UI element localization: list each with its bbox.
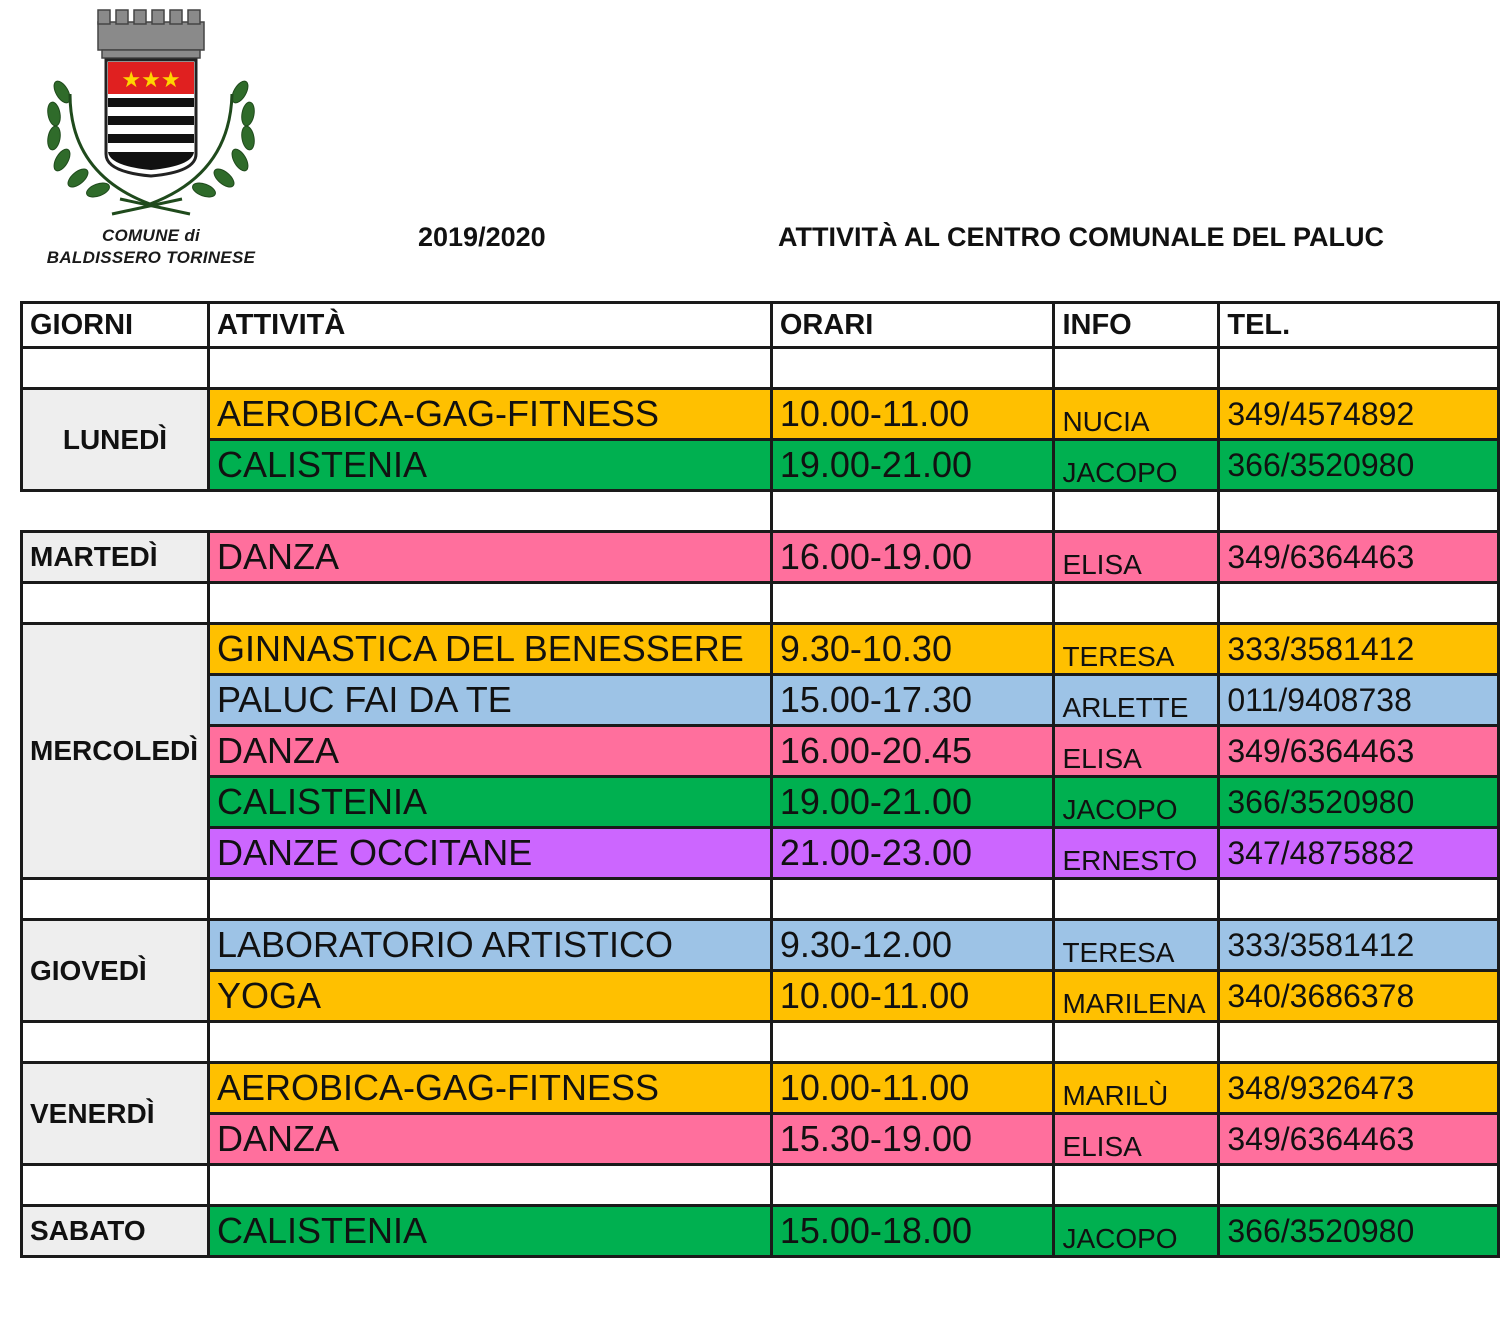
- activity-cell: AEROBICA-GAG-FITNESS: [208, 1063, 771, 1114]
- column-header-tel: TEL.: [1219, 303, 1499, 348]
- spacer-row: [22, 1022, 1499, 1063]
- activity-cell: CALISTENIA: [208, 777, 771, 828]
- tel-cell: 349/6364463: [1219, 532, 1499, 583]
- info-cell: ELISA: [1054, 532, 1219, 583]
- info-cell: JACOPO: [1054, 777, 1219, 828]
- info-cell: ARLETTE: [1054, 675, 1219, 726]
- time-cell: 19.00-21.00: [771, 777, 1054, 828]
- activity-cell: DANZE OCCITANE: [208, 828, 771, 879]
- day-cell-friday: VENERDÌ: [22, 1063, 209, 1165]
- info-cell: MARILENA: [1054, 971, 1219, 1022]
- activity-cell: DANZA: [208, 1114, 771, 1165]
- day-cell-tuesday: MARTEDÌ: [22, 532, 209, 583]
- info-cell: JACOPO: [1054, 440, 1219, 491]
- logo-text-comune: COMUNE di: [101, 226, 201, 245]
- table-row: [22, 624, 1499, 675]
- time-cell: 21.00-23.00: [771, 828, 1054, 879]
- tel-cell: 349/4574892: [1219, 389, 1499, 440]
- activity-cell: AEROBICA-GAG-FITNESS: [208, 389, 771, 440]
- time-cell: 16.00-19.00: [771, 532, 1054, 583]
- tel-cell: 366/3520980: [1219, 777, 1499, 828]
- time-cell: 10.00-11.00: [771, 971, 1054, 1022]
- table-row: [22, 675, 1499, 726]
- logo-text-municipality: BALDISSERO TORINESE: [46, 248, 256, 267]
- time-cell: 15.30-19.00: [771, 1114, 1054, 1165]
- page-title: ATTIVITÀ AL CENTRO COMUNALE DEL PALUC: [778, 222, 1384, 252]
- tel-cell: 333/3581412: [1219, 920, 1499, 971]
- time-cell: 10.00-11.00: [771, 389, 1054, 440]
- tel-cell: 348/9326473: [1219, 1063, 1499, 1114]
- tel-cell: 366/3520980: [1219, 440, 1499, 491]
- time-cell: 10.00-11.00: [771, 1063, 1054, 1114]
- table-row: [22, 920, 1499, 971]
- time-cell: 9.30-12.00: [771, 920, 1054, 971]
- table-row: [22, 389, 1499, 440]
- schedule-table: [20, 301, 1500, 1258]
- tel-cell: 340/3686378: [1219, 971, 1499, 1022]
- time-cell: 19.00-21.00: [771, 440, 1054, 491]
- spacer-row: [22, 491, 1499, 532]
- time-cell: 15.00-17.30: [771, 675, 1054, 726]
- season-year: 2019/2020: [418, 222, 546, 252]
- spacer-row: [22, 1165, 1499, 1206]
- activity-cell: DANZA: [208, 532, 771, 583]
- info-cell: ELISA: [1054, 1114, 1219, 1165]
- info-cell: ELISA: [1054, 726, 1219, 777]
- spacer-row: [22, 583, 1499, 624]
- activity-cell: DANZA: [208, 726, 771, 777]
- time-cell: 9.30-10.30: [771, 624, 1054, 675]
- table-row: [22, 440, 1499, 491]
- table-header-row: [22, 303, 1499, 348]
- spacer-row: [22, 348, 1499, 389]
- table-row: [22, 971, 1499, 1022]
- activity-cell: GINNASTICA DEL BENESSERE: [208, 624, 771, 675]
- column-header-days: GIORNI: [22, 303, 209, 348]
- info-cell: TERESA: [1054, 920, 1219, 971]
- info-cell: MARILÙ: [1054, 1063, 1219, 1114]
- tel-cell: 011/9408738: [1219, 675, 1499, 726]
- day-cell-wednesday: MERCOLEDÌ: [22, 624, 209, 879]
- day-cell-monday: LUNEDÌ: [22, 389, 209, 491]
- spacer-row: [22, 879, 1499, 920]
- info-cell: TERESA: [1054, 624, 1219, 675]
- tel-cell: 349/6364463: [1219, 726, 1499, 777]
- tel-cell: 366/3520980: [1219, 1206, 1499, 1257]
- day-cell-thursday: GIOVEDÌ: [22, 920, 209, 1022]
- table-row: [22, 1114, 1499, 1165]
- activity-cell: YOGA: [208, 971, 771, 1022]
- tel-cell: 349/6364463: [1219, 1114, 1499, 1165]
- column-header-info: INFO: [1054, 303, 1219, 348]
- activity-cell: LABORATORIO ARTISTICO: [208, 920, 771, 971]
- activity-cell: CALISTENIA: [208, 1206, 771, 1257]
- table-row: [22, 1206, 1499, 1257]
- column-header-activity: ATTIVITÀ: [208, 303, 771, 348]
- table-row: [22, 532, 1499, 583]
- activity-cell: CALISTENIA: [208, 440, 771, 491]
- activity-cell: PALUC FAI DA TE: [208, 675, 771, 726]
- column-header-times: ORARI: [771, 303, 1054, 348]
- svg-text:★★★: ★★★: [121, 68, 181, 93]
- table-row: [22, 1063, 1499, 1114]
- table-row: [22, 777, 1499, 828]
- info-cell: JACOPO: [1054, 1206, 1219, 1257]
- time-cell: 15.00-18.00: [771, 1206, 1054, 1257]
- tel-cell: 333/3581412: [1219, 624, 1499, 675]
- tel-cell: 347/4875882: [1219, 828, 1499, 879]
- time-cell: 16.00-20.45: [771, 726, 1054, 777]
- info-cell: ERNESTO: [1054, 828, 1219, 879]
- day-cell-saturday: SABATO: [22, 1206, 209, 1257]
- info-cell: NUCIA: [1054, 389, 1219, 440]
- table-row: [22, 726, 1499, 777]
- table-row: [22, 828, 1499, 879]
